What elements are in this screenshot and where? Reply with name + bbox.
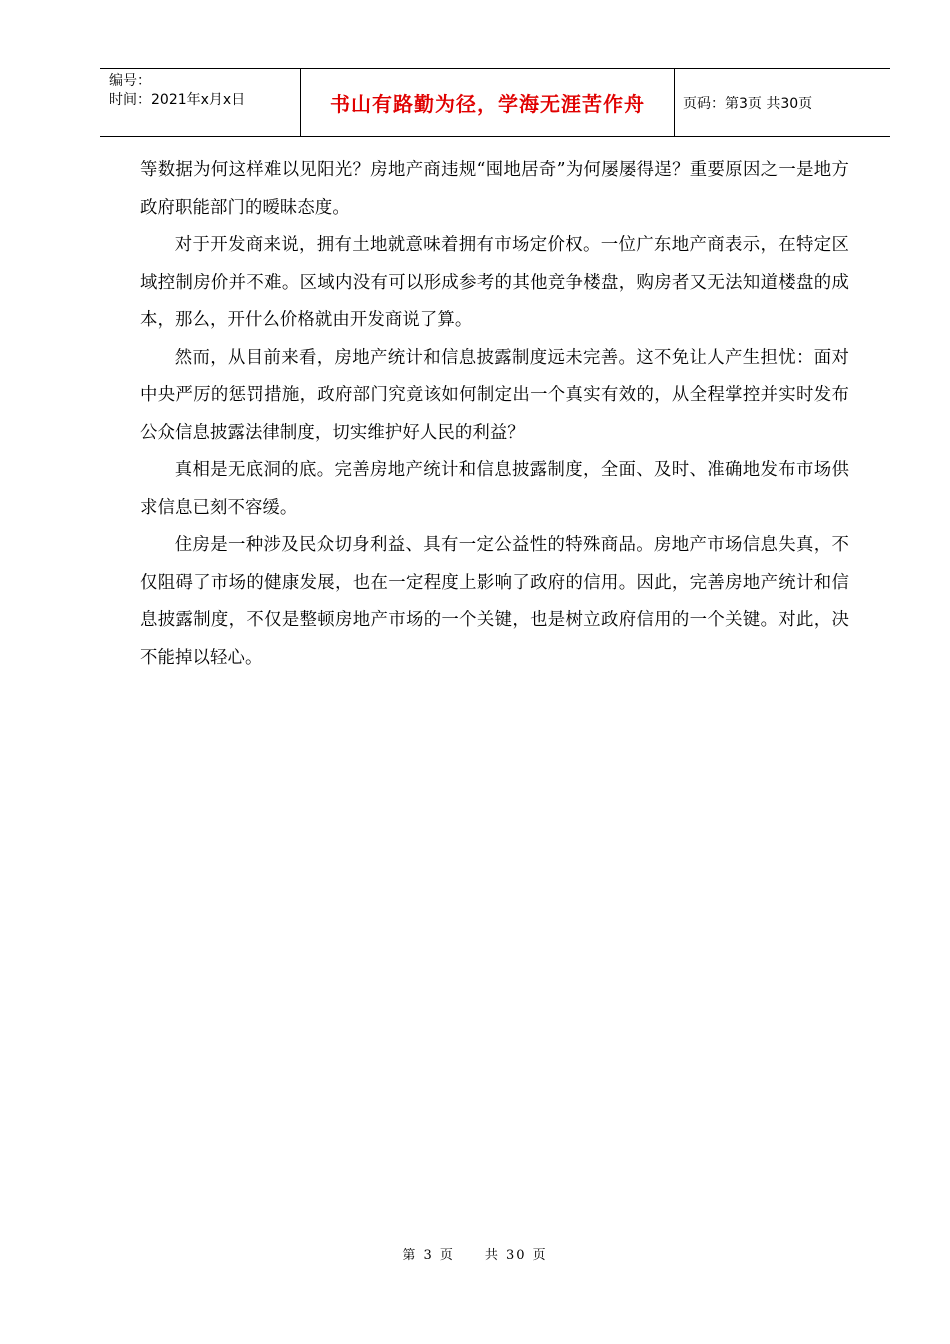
paragraph: 住房是一种涉及民众切身利益、具有一定公益性的特殊商品。房地产市场信息失真，不仅阻碍了市场的健康发展，也在一定程度上影响了政府的信用。因此，完善房地产统计和信息披露制度，不仅是整顿房地产市场的一个关键，也是树立政府信用的一个关键。对此，决不能掉以轻心。 <box>140 535 849 668</box>
header-motto: 书山有路勤为径，学海无涯苦作舟 <box>330 92 645 116</box>
header-page-code: 页码：第3页 共30页 <box>683 95 813 112</box>
paragraph: 对于开发商来说，拥有土地就意味着拥有市场定价权。一位广东地产商表示，在特定区域控制房价并不难。区域内没有可以形成参考的其他竞争楼盘，购房者又无法知道楼盘的成本，那么，开什么价格就由开发商说了算。 <box>140 235 849 330</box>
page-header <box>100 68 890 137</box>
paragraph: 等数据为何这样难以见阳光？房地产商违规“囤地居奇”为何屡屡得逞？重要原因之一是地方政府职能部门的暧昧态度。 <box>140 160 849 218</box>
header-motto-cell <box>301 69 675 136</box>
paragraph: 然而，从目前来看，房地产统计和信息披露制度远未完善。这不免让人产生担忧：面对中央严厉的惩罚措施，政府部门究竟该如何制定出一个真实有效的，从全程掌控并实时发布公众信息披露法律制度，切实维护好人民的利益？ <box>140 347 849 443</box>
paragraph: 真相是无底洞的底。完善房地产统计和信息披露制度，全面、及时、准确地发布市场供求信息已刻不容缓。 <box>140 460 849 518</box>
footer-page-total: 共 30 页 <box>484 1248 548 1263</box>
header-meta-cell <box>100 69 301 136</box>
page-footer <box>0 1244 950 1263</box>
header-page-cell <box>675 69 890 136</box>
document-number-label: 编号： <box>109 73 151 89</box>
document-time-label: 时间：2021年x月x日 <box>109 92 246 108</box>
document-body <box>140 152 849 677</box>
footer-page-number: 第 3 页 <box>402 1248 455 1263</box>
